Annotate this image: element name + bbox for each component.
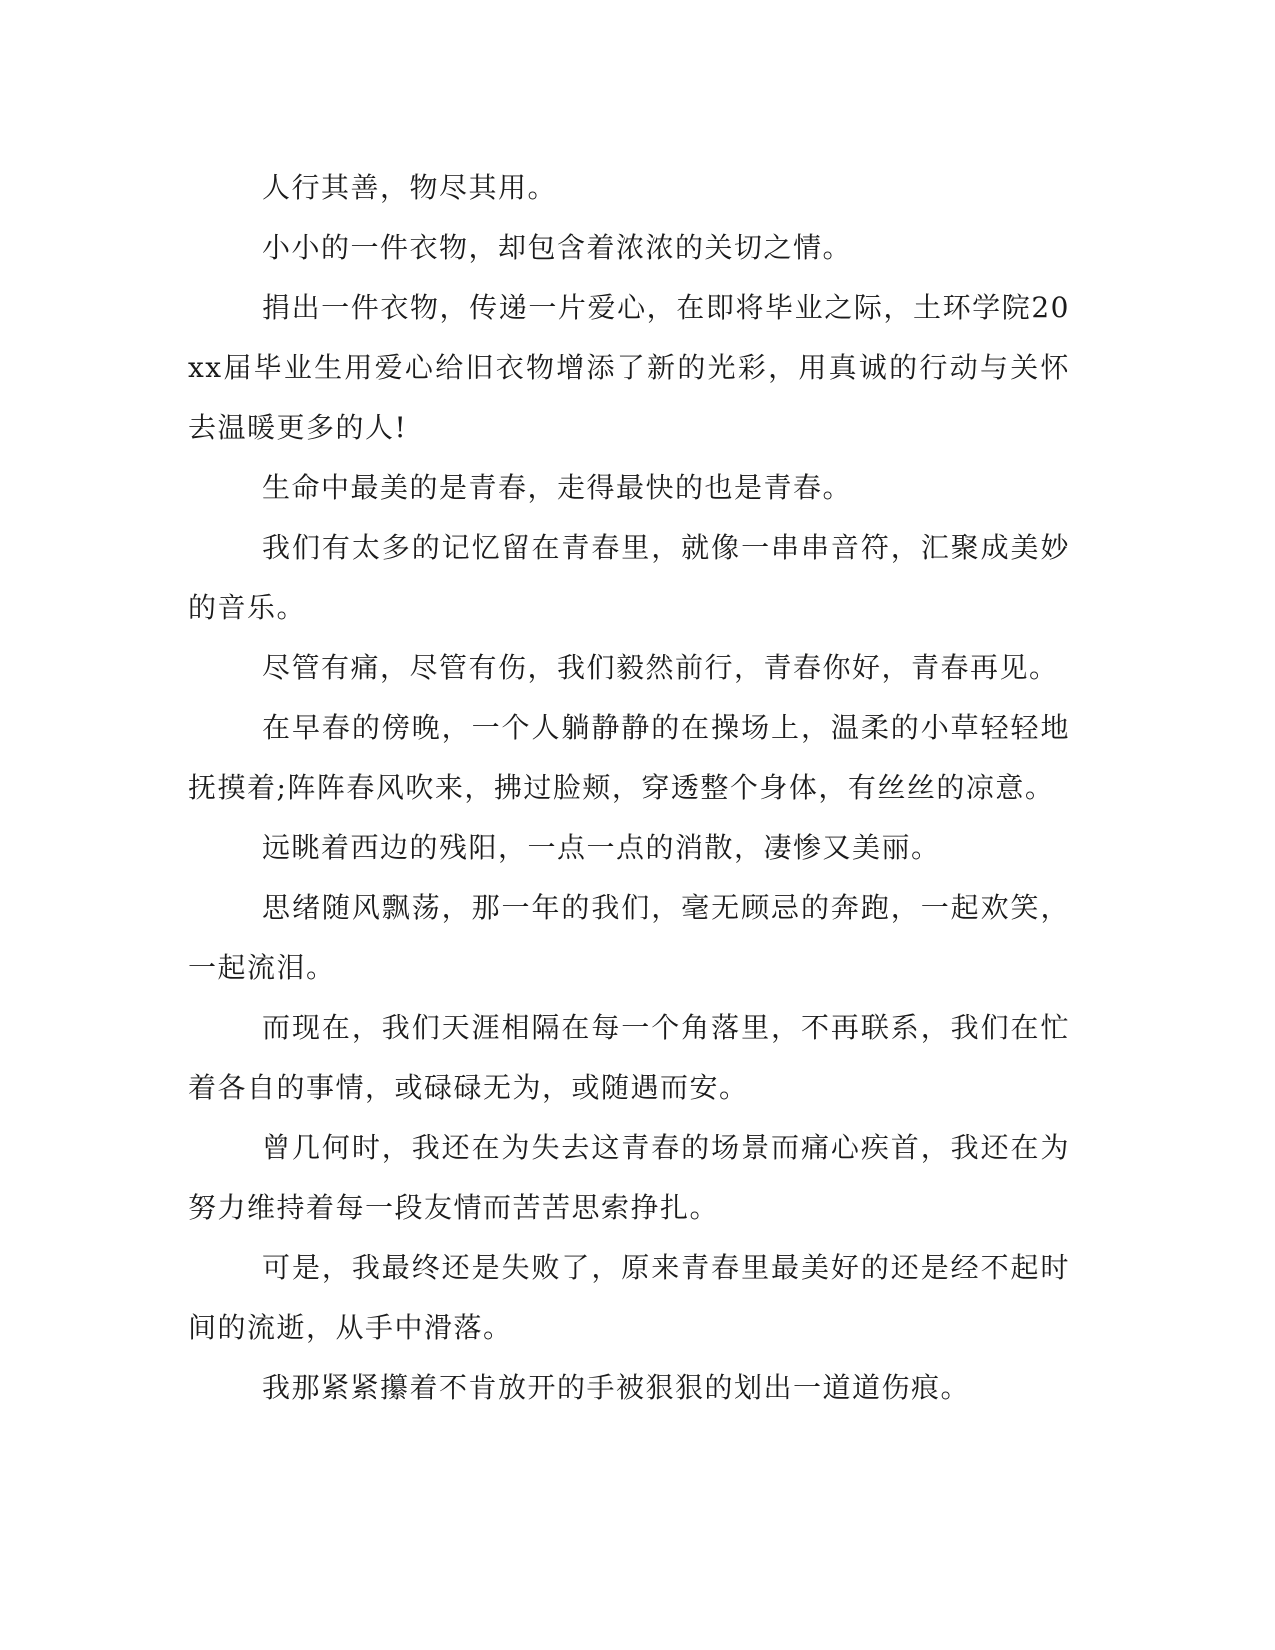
paragraph: 生命中最美的是青春，走得最快的也是青春。: [262, 471, 853, 504]
paragraph: 可是，我最终还是失败了，原来青春里最美好的还是经不起时间的流逝，从手中滑落。: [188, 1251, 1070, 1344]
paragraph: 远眺着西边的残阳，一点一点的消散，凄惨又美丽。: [262, 831, 941, 864]
paragraph: 思绪随风飘荡，那一年的我们，毫无顾忌的奔跑，一起欢笑，一起流泪。: [188, 891, 1070, 984]
document-body: [188, 158, 1070, 1418]
paragraph: 人行其善，物尽其用。: [262, 171, 558, 204]
paragraph: 我们有太多的记忆留在青春里，就像一串串音符，汇聚成美妙的音乐。: [188, 531, 1070, 624]
paragraph: 捐出一件衣物，传递一片爱心，在即将毕业之际，土环学院20xx届毕业生用爱心给旧衣物增添了新的光彩，用真诚的行动与关怀去温暖更多的人!: [188, 291, 1070, 444]
paragraph: 曾几何时，我还在为失去这青春的场景而痛心疾首，我还在为努力维持着每一段友情而苦苦思索挣扎。: [188, 1131, 1070, 1224]
paragraph: 而现在，我们天涯相隔在每一个角落里，不再联系，我们在忙着各自的事情，或碌碌无为，或随遇而安。: [188, 1011, 1070, 1104]
paragraph: 在早春的傍晚，一个人躺静静的在操场上，温柔的小草轻轻地抚摸着;阵阵春风吹来，拂过脸颊，穿透整个身体，有丝丝的凉意。: [188, 711, 1070, 804]
paragraph: 小小的一件衣物，却包含着浓浓的关切之情。: [262, 231, 853, 264]
paragraph: 我那紧紧攥着不肯放开的手被狠狠的划出一道道伤痕。: [262, 1371, 971, 1404]
paragraph: 尽管有痛，尽管有伤，我们毅然前行，青春你好，青春再见。: [262, 651, 1059, 684]
